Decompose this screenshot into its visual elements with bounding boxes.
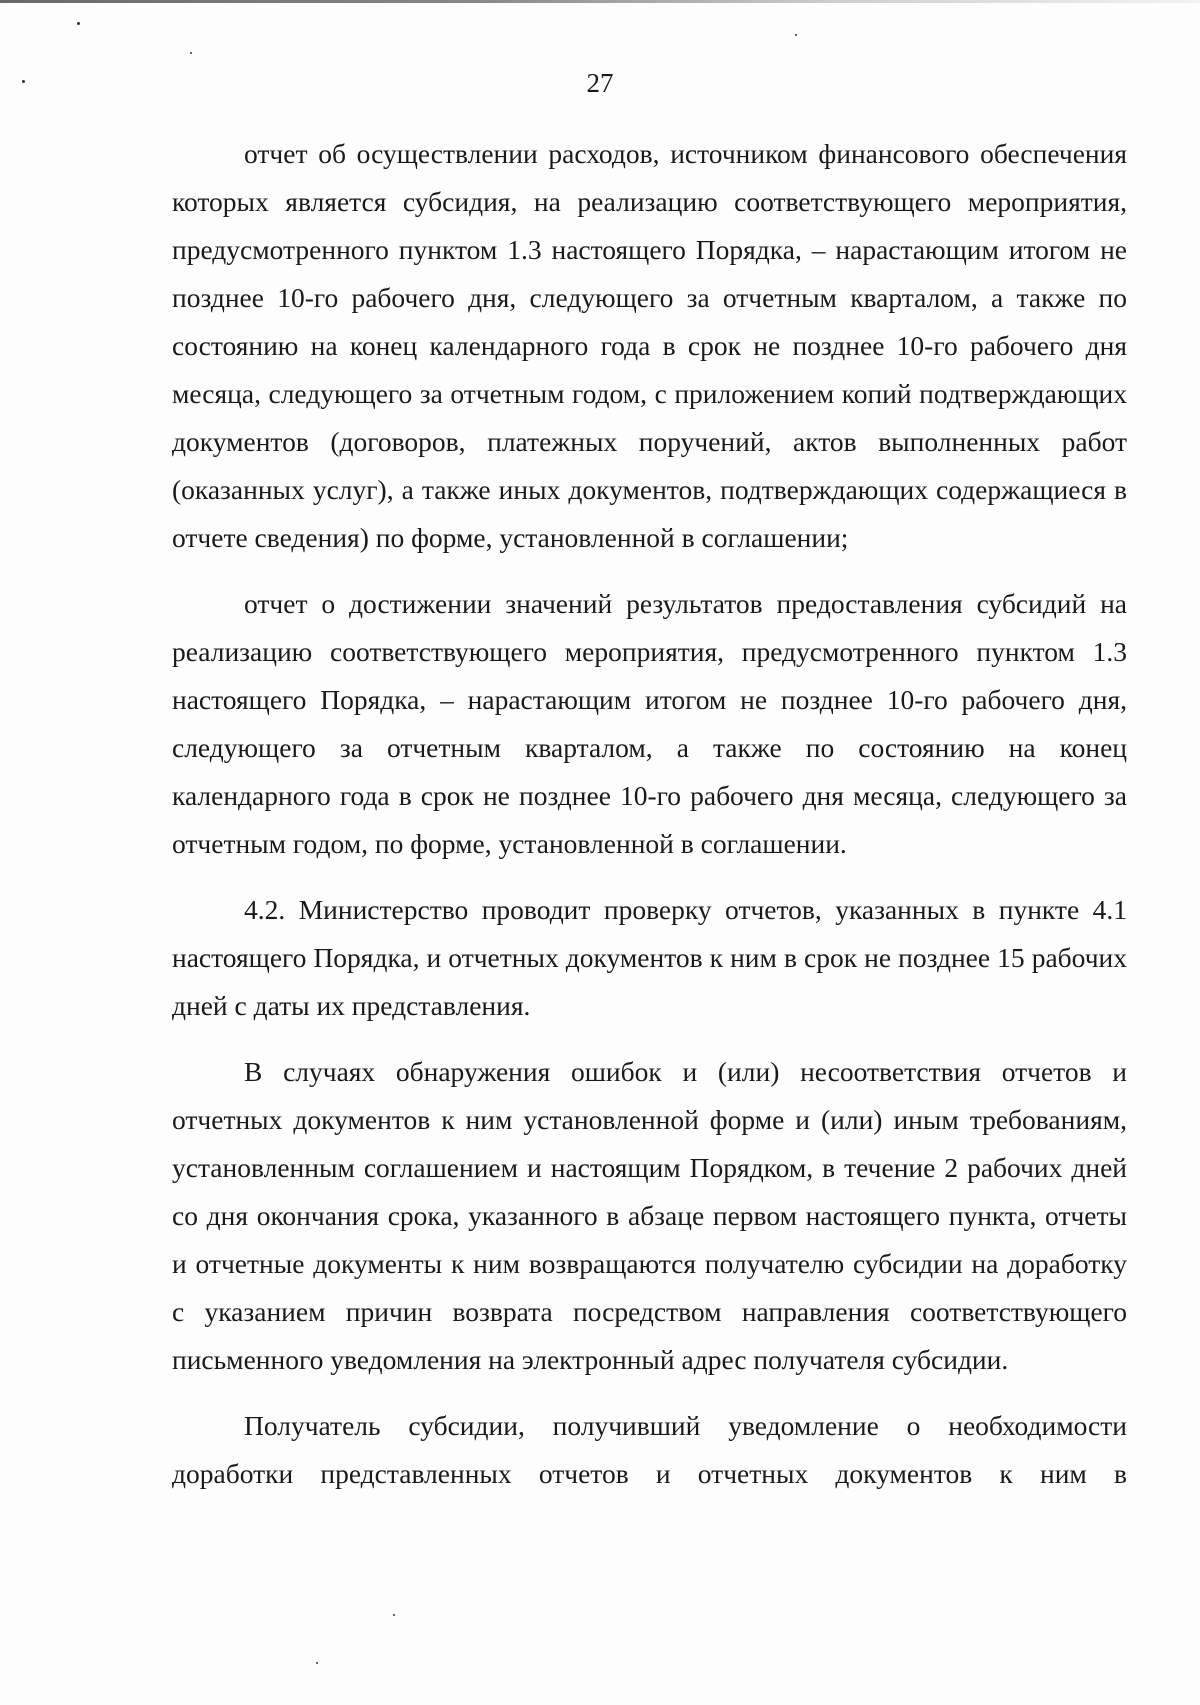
paragraph-recipient-revision: Получатель субсидии, получивший уведомление о необходимости доработки представленных отчетов и отчетных документов к ним в [172, 1410, 1127, 1489]
page-number: 27 [586, 68, 614, 98]
scan-speck [190, 52, 192, 54]
paragraph-errors-return: В случаях обнаружения ошибок и (или) несоответствия отчетов и отчетных документов к ним установленной форме и (или) иным требованиям, установленным соглашением и настоящим Порядком, в течение 2 рабочих дней со дня окончания срока, указанного в абзаце первом настоящего пункта, отчеты и отчетные документы к ним возвращаются получателю субсидии на доработку с указанием причин возврата посредством направления соответствующего письменного уведомления на электронный адрес получателя субсидии. [172, 1056, 1127, 1375]
body-text [172, 130, 1127, 1498]
scan-speck [795, 34, 797, 36]
paragraph-results-report: отчет о достижении значений результатов предоставления субсидий на реализацию соответствующего мероприятия, предусмотренного пунктом 1.3 настоящего Порядка, – нарастающим итогом не позднее 10-го рабочего дня, следующего за отчетным кварталом, а также по состоянию на конец календарного года в срок не позднее 10-го рабочего дня месяца, следующего за отчетным годом, по форме, установленной в соглашении. [172, 588, 1127, 859]
scan-speck [316, 1662, 318, 1664]
paragraph-expense-report: отчет об осуществлении расходов, источником финансового обеспечения которых является субсидия, на реализацию соответствующего мероприятия, предусмотренного пунктом 1.3 настоящего Порядка, – нарастающим итогом не позднее 10-го рабочего дня, следующего за отчетным кварталом, а также по состоянию на конец календарного года в срок не позднее 10-го рабочего дня месяца, следующего за отчетным годом, с приложением копий подтверждающих документов (договоров, платежных поручений, актов выполненных работ (оказанных услуг), а также иных документов, подтверждающих содержащиеся в отчете сведения) по форме, установленной в соглашении; [172, 138, 1127, 553]
paragraph-ministry-check: 4.2. Министерство проводит проверку отчетов, указанных в пункте 4.1 настоящего Порядка, и отчетных документов к ним в срок не позднее 15 рабочих дней с даты их представления. [172, 894, 1127, 1021]
scan-speck [77, 22, 80, 25]
scan-speck [393, 1614, 395, 1616]
scan-top-edge [0, 0, 1200, 3]
